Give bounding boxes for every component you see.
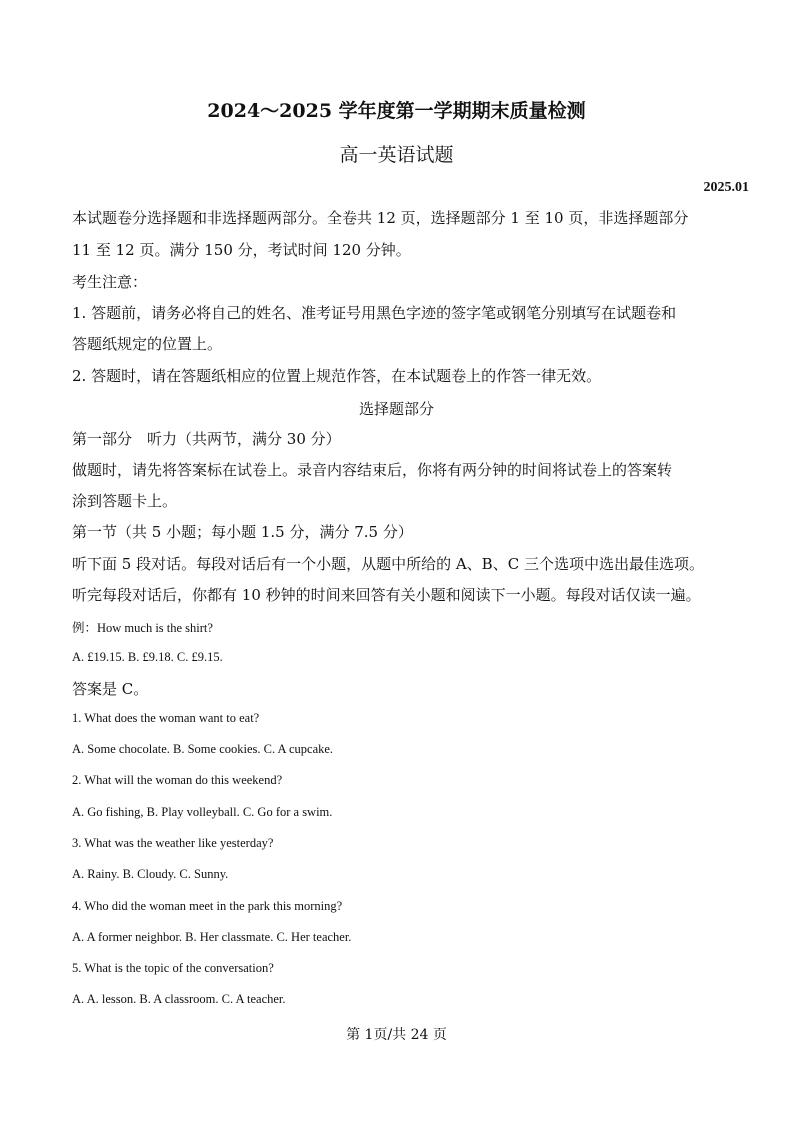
notice-item-2: 2. 答题时，请在答题纸相应的位置上规范作答，在本试题卷上的作答一律无效。 [72, 367, 602, 385]
part1-instructions-line-1: 做题时，请先将答案标在试卷上。录音内容结束后，你将有两分钟的时间将试卷上的答案转 [72, 461, 673, 479]
example-answer: 答案是 C。 [72, 680, 149, 698]
section1-instructions-line-1: 听下面 5 段对话。每段对话后有一个小题，从题中所给的 A、B、C 三个选项中选出最佳选项。 [72, 555, 704, 573]
notice-item-1-line-1: 1. 答题前，请务必将自己的姓名、准考证号用黑色字迹的签字笔或钢笔分别填写在试题卷和 [72, 304, 677, 322]
intro-line-2: 11 至 12 页。满分 150 分，考试时间 120 分钟。 [72, 241, 411, 259]
question-3-options: A. Rainy. B. Cloudy. C. Sunny. [72, 867, 229, 881]
question-2: 2. What will the woman do this weekend? [72, 773, 283, 787]
question-5: 5. What is the topic of the conversation? [72, 961, 274, 975]
section1-heading: 第一节（共 5 小题；每小题 1.5 分，满分 7.5 分） [72, 523, 413, 541]
page-title: 2024～2025 学年度第一学期期末质量检测 [207, 100, 586, 122]
example-options: A. £19.15. B. £9.18. C. £9.15. [72, 650, 223, 664]
question-3: 3. What was the weather like yesterday? [72, 836, 274, 850]
question-4-options: A. A former neighbor. B. Her classmate. C. Her teacher. [72, 930, 352, 944]
page-number: 第 1页/共 24 页 [346, 1027, 447, 1043]
question-5-options: A. A. lesson. B. A classroom. C. A teacher. [72, 992, 286, 1006]
exam-date: 2025.01 [703, 180, 749, 195]
notice-item-1-line-2: 答题纸规定的位置上。 [72, 335, 223, 353]
section-label: 选择题部分 [358, 400, 434, 418]
example-question: 例：How much is the shirt? [72, 621, 213, 635]
page-subtitle: 高一英语试题 [339, 144, 454, 166]
notice-heading: 考生注意： [72, 273, 148, 291]
question-1-options: A. Some chocolate. B. Some cookies. C. A cupcake. [72, 742, 334, 756]
part1-instructions-line-2: 涂到答题卡上。 [72, 492, 178, 510]
intro-line-1: 本试题卷分选择题和非选择题两部分。全卷共 12 页，选择题部分 1 至 10 页，非选择题部分 [72, 209, 689, 227]
section1-instructions-line-2: 听完每段对话后，你都有 10 秒钟的时间来回答有关小题和阅读下一小题。每段对话仅读一遍。 [72, 586, 701, 604]
question-1: 1. What does the woman want to eat? [72, 711, 260, 725]
question-2-options: A. Go fishing, B. Play volleyball. C. Go for a swim. [72, 805, 333, 819]
question-4: 4. Who did the woman meet in the park this morning? [72, 899, 343, 913]
part1-heading: 第一部分 听力（共两节，满分 30 分） [72, 430, 341, 448]
